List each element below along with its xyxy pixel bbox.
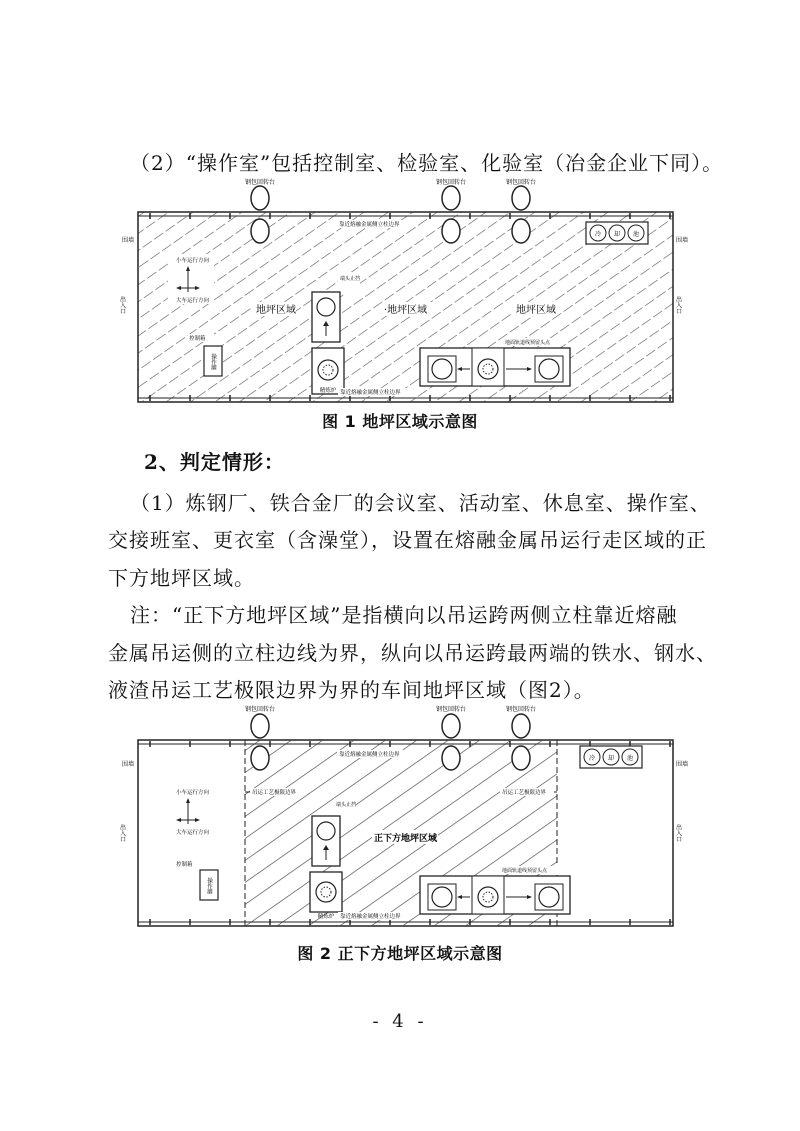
fig1-ladle-turret-1: 钢包回转台 — [244, 179, 276, 186]
fig1-ladle-turret-3: 钢包回转台 — [505, 179, 537, 186]
fig1-column-line-top: 靠近熔融金属侧立柱边界 — [339, 222, 400, 228]
fig1-furnace: 精炼炉 — [319, 388, 337, 394]
paragraph-operation-room: （2）“操作室”包括控制室、检验室、化验室（冶金企业下同）。 — [130, 151, 724, 175]
fig2-tank-1: 冷 — [588, 755, 596, 762]
fig2-ladle-turret-1: 钢包回转台 — [244, 706, 276, 713]
fig2-column-line-top: 靠近熔融金属侧立柱边界 — [339, 752, 400, 758]
fig1-control-box: 控制箱 — [189, 336, 206, 342]
page-number: - 4 - — [372, 1011, 428, 1032]
fig1-rail-end: 端头止挡 — [340, 276, 361, 282]
fig2-rail-end: 端头止挡 — [336, 802, 357, 808]
fig1-tank-2: 却 — [613, 231, 621, 238]
figure-2-diagram — [0, 702, 800, 932]
fig1-tank-3: 池 — [632, 231, 640, 238]
fig1-entrance-right: 出入口 — [674, 296, 682, 314]
fig2-entrance-right: 出入口 — [674, 824, 682, 842]
fig1-crane-dir: 大车运行方向 — [176, 298, 210, 304]
section-heading-judgment: 2、判定情形： — [144, 450, 285, 474]
fig2-tank-2: 却 — [607, 755, 615, 762]
fig2-ladle-turret-2: 钢包回转台 — [435, 706, 467, 713]
fig1-wall-right: 围墙 — [676, 237, 689, 244]
fig1-trolley-dir: 小车运行方向 — [176, 258, 210, 264]
fig2-furnace: 精炼炉 — [317, 914, 335, 920]
figure-1-diagram — [0, 176, 800, 406]
fig2-wall-left: 围墙 — [122, 761, 135, 768]
fig2-tank-3: 池 — [626, 755, 634, 762]
note-line-3: 液渣吊运工艺极限边界为界的车间地坪区域（图2）。 — [108, 678, 595, 702]
fig2-entrance-left: 出入口 — [118, 824, 126, 842]
fig1-tank-1: 冷 — [594, 231, 602, 238]
fig1-zone-mid: ·地坪区域 — [384, 305, 428, 316]
fig1-column-line-bottom: 靠近熔融金属侧立柱边界 — [340, 390, 401, 396]
paragraph-1-line-1: （1）炼钢厂、铁合金厂的会议室、活动室、休息室、操作室、 — [130, 491, 711, 515]
fig2-zone-label: 正下方地坪区域 — [374, 834, 438, 844]
figure-2-caption: 图 2 正下方地坪区域示意图 — [297, 944, 503, 963]
fig2-shelter: 操作罐 — [206, 877, 212, 895]
paragraph-1-line-3: 下方地坪区域。 — [108, 566, 255, 590]
fig1-shelter: 操作罐 — [210, 353, 216, 371]
figure-1-caption: 图 1 地坪区域示意图 — [322, 412, 478, 431]
fig2-crane-dir: 大车运行方向 — [176, 830, 210, 836]
fig2-wall-right: 围墙 — [676, 761, 689, 768]
fig1-entrance-left: 出入口 — [118, 296, 126, 314]
fig2-process-limit-right: 吊运工艺极限边界 — [502, 790, 547, 796]
fig1-zone-left: 地坪区域 — [256, 305, 296, 316]
fig1-wall-left: 围墙 — [122, 237, 135, 244]
fig2-rail-start: 地面轨道线预留头点 — [502, 868, 548, 874]
fig2-column-line-bottom: 靠近熔融金属侧立柱边界 — [340, 914, 401, 920]
note-line-1: 注：“正下方地坪区域”是指横向以吊运跨两侧立柱靠近熔融 — [130, 603, 678, 627]
fig1-zone-right: 地坪区域 — [516, 305, 556, 316]
fig2-process-limit-left: 吊运工艺极限边界 — [252, 790, 297, 796]
fig1-ladle-turret-2: 钢包回转台 — [435, 179, 467, 186]
fig2-trolley-dir: 小车运行方向 — [176, 790, 210, 796]
paragraph-1-line-2: 交接班室、更衣室（含澡堂），设置在熔融金属吊运行走区域的正 — [108, 528, 707, 552]
fig2-control-box: 控制箱 — [176, 862, 193, 868]
fig2-ladle-turret-3: 钢包回转台 — [505, 706, 537, 713]
fig1-rail-start: 地面轨道线预留头点 — [505, 340, 551, 346]
note-line-2: 金属吊运侧的立柱边线为界，纵向以吊运跨最两端的铁水、钢水、 — [108, 641, 717, 665]
